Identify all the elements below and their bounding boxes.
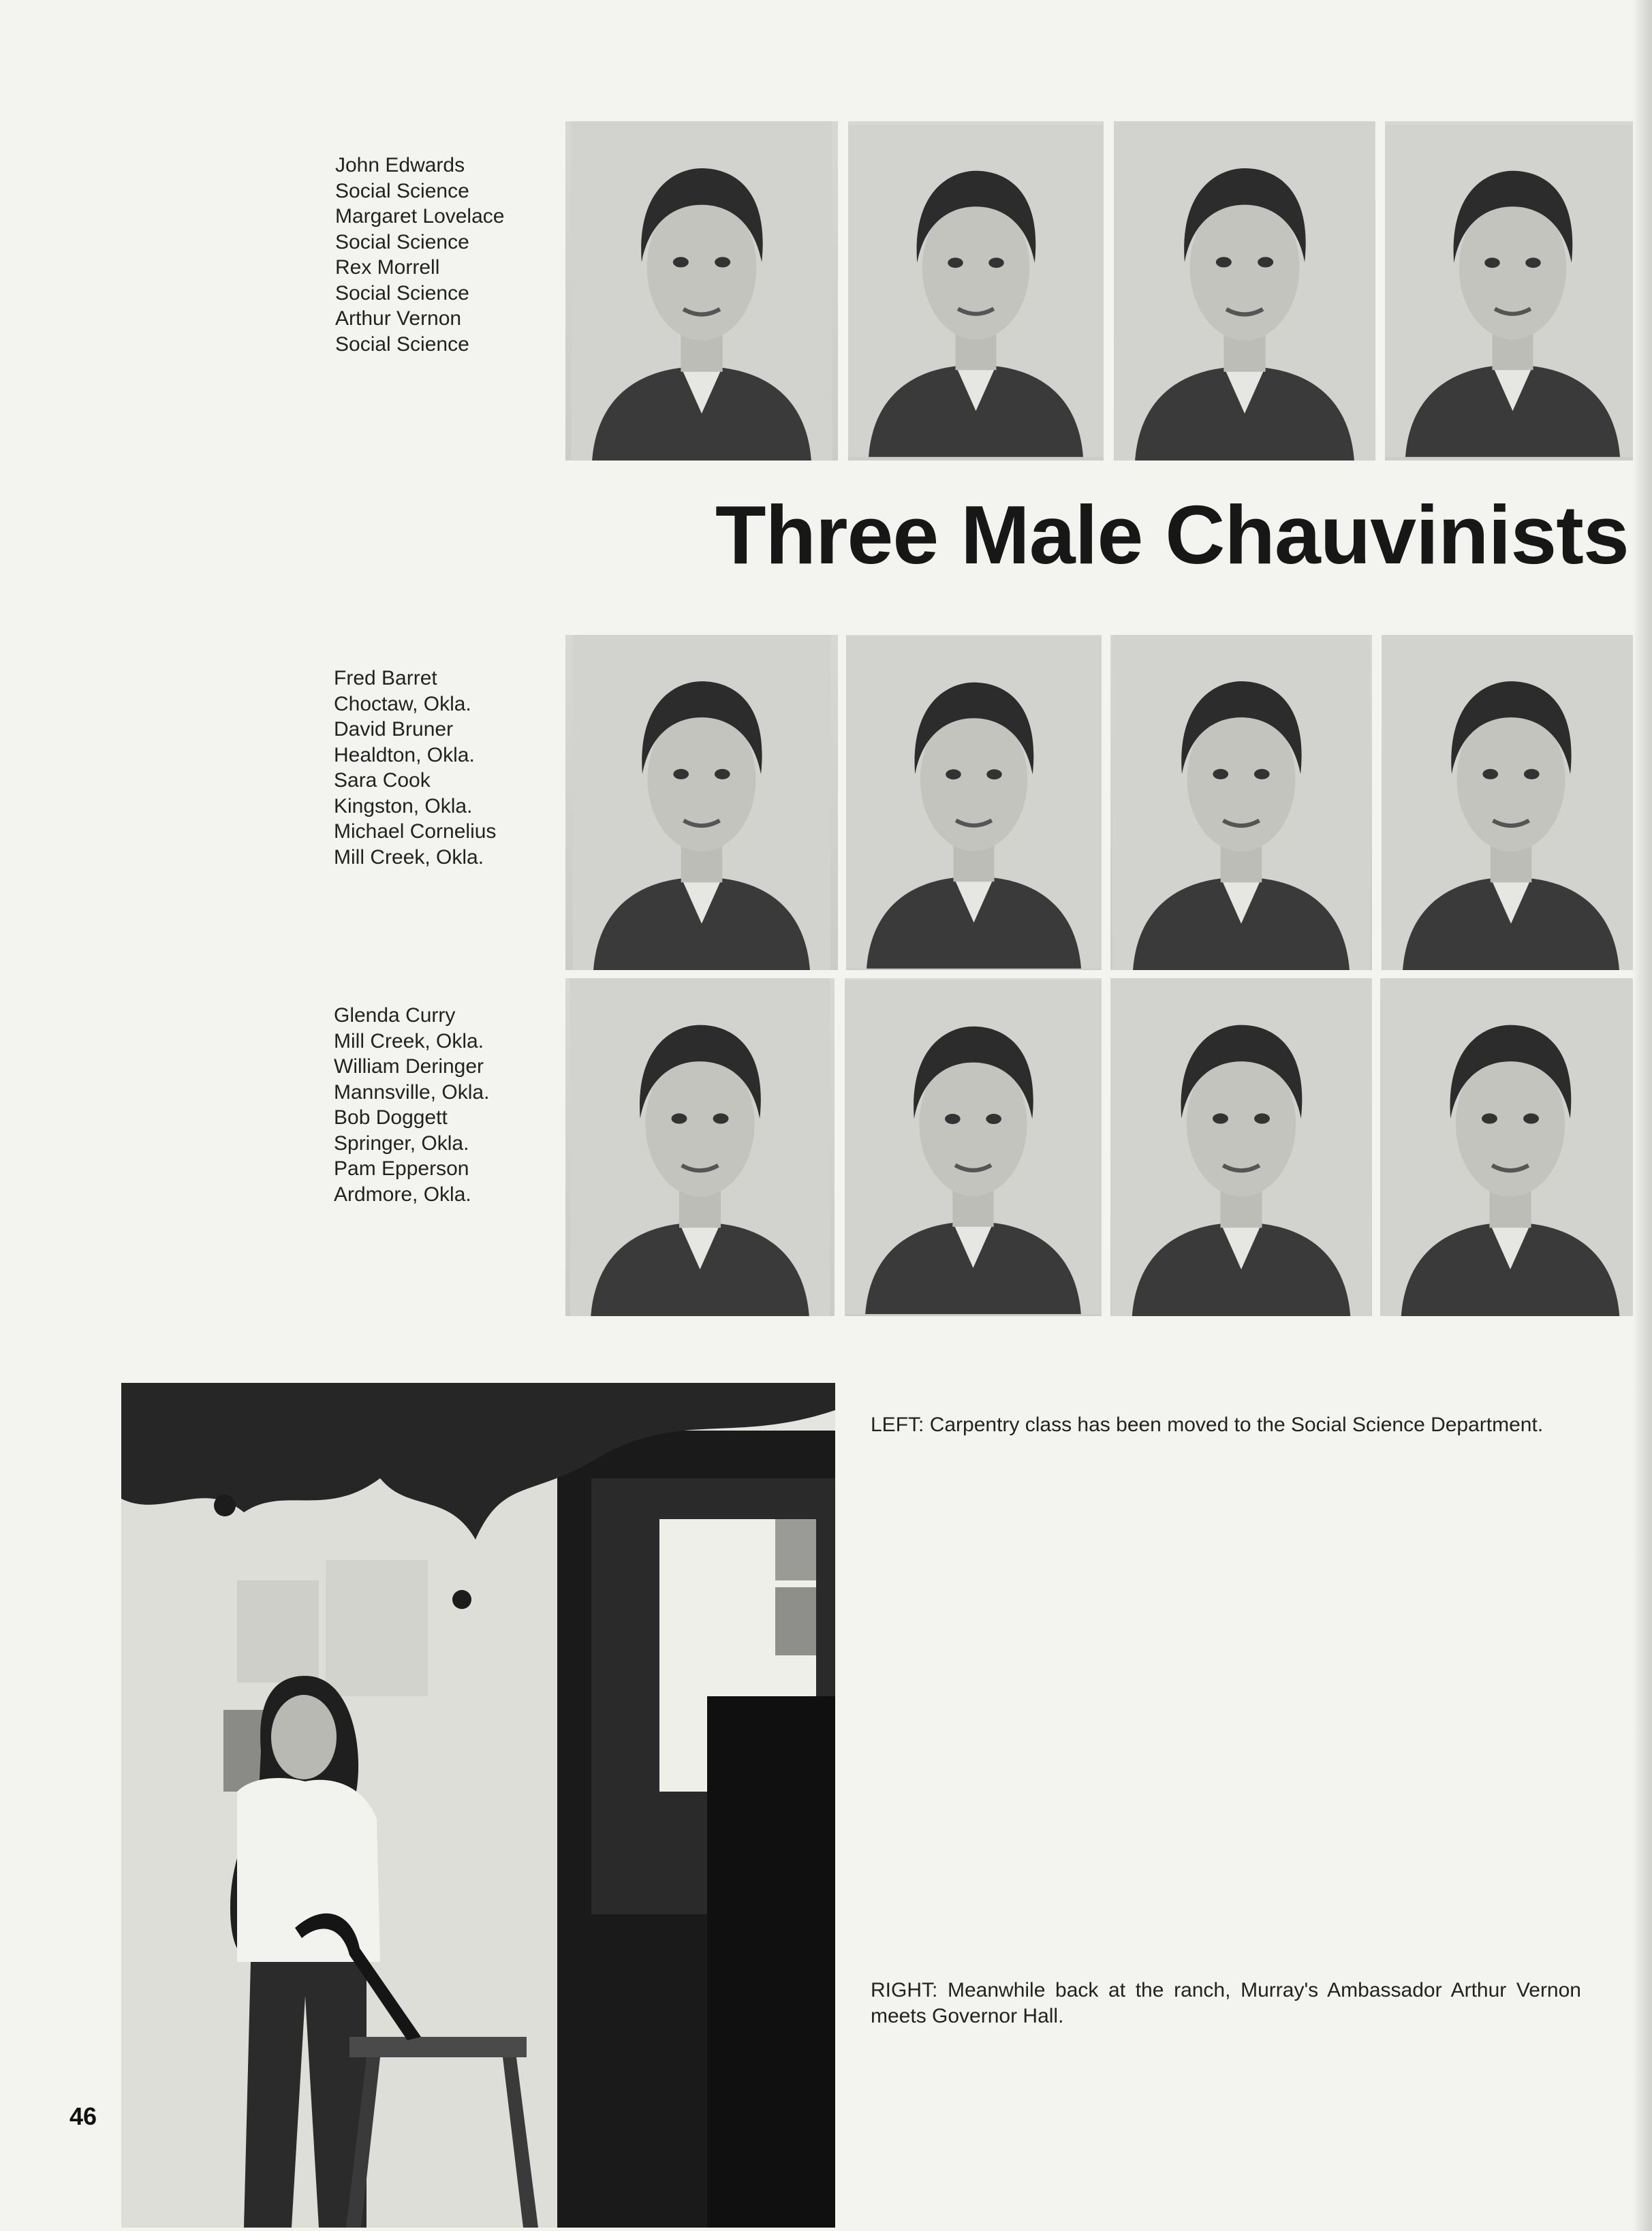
portrait-photo xyxy=(1110,978,1372,1316)
page-title: Three Male Chauvinists xyxy=(715,488,1629,581)
portrait-photo xyxy=(565,121,838,461)
page-gutter-shadow xyxy=(1633,0,1652,2231)
portrait-photo xyxy=(846,635,1102,970)
student-hometown: Ardmore, Okla. xyxy=(334,1183,471,1206)
faculty-department: Social Science xyxy=(335,230,469,253)
student-hometown: Mannsville, Okla. xyxy=(334,1080,490,1104)
student-hometown: Mill Creek, Okla. xyxy=(334,845,484,869)
portrait-photo xyxy=(565,978,835,1316)
portrait-photo xyxy=(845,978,1102,1316)
student-name: Michael Cornelius xyxy=(334,820,497,843)
faculty-department: Social Science xyxy=(335,332,469,356)
portrait-photo xyxy=(1380,978,1640,1316)
faculty-department: Social Science xyxy=(335,281,469,305)
faculty-name: John Edwards xyxy=(335,154,465,176)
student-hometown: Mill Creek, Okla. xyxy=(334,1029,484,1052)
student-hometown: Kingston, Okla. xyxy=(334,794,473,817)
faculty-name: Arthur Vernon xyxy=(335,307,462,330)
student-hometown: Springer, Okla. xyxy=(334,1132,469,1155)
student-name: David Bruner xyxy=(334,718,454,740)
student-name: Glenda Curry xyxy=(334,1004,456,1027)
carpentry-class-photo xyxy=(121,1383,835,2228)
student-name: Fred Barret xyxy=(334,667,437,689)
caption-left: LEFT: Carpentry class has been moved to the Social Science Department. xyxy=(871,1414,1544,1436)
page-number: 46 xyxy=(69,2102,97,2130)
faculty-name: Rex Morrell xyxy=(335,256,440,279)
student-name: Bob Doggett xyxy=(334,1106,448,1129)
caption-right: RIGHT: Meanwhile back at the ranch, Murray's Ambassador Arthur Vernon meets Governor Hall. xyxy=(871,1979,1581,2027)
student-name: William Deringer xyxy=(334,1055,484,1078)
student-hometown: Choctaw, Okla. xyxy=(334,692,471,715)
portrait-photo xyxy=(1385,121,1640,461)
portrait-photo xyxy=(565,635,838,970)
portrait-photo xyxy=(848,121,1104,461)
faculty-name: Margaret Lovelace xyxy=(335,205,505,228)
faculty-name-list xyxy=(335,153,504,357)
student-name-list xyxy=(334,1003,489,1207)
portrait-photo xyxy=(1110,635,1372,970)
student-name-list xyxy=(334,666,496,870)
faculty-department: Social Science xyxy=(335,179,469,202)
portrait-photo xyxy=(1382,635,1640,970)
student-name: Sara Cook xyxy=(334,769,431,792)
portrait-photo xyxy=(1114,121,1375,461)
student-name: Pam Epperson xyxy=(334,1157,469,1180)
student-hometown: Healdton, Okla. xyxy=(334,743,475,766)
